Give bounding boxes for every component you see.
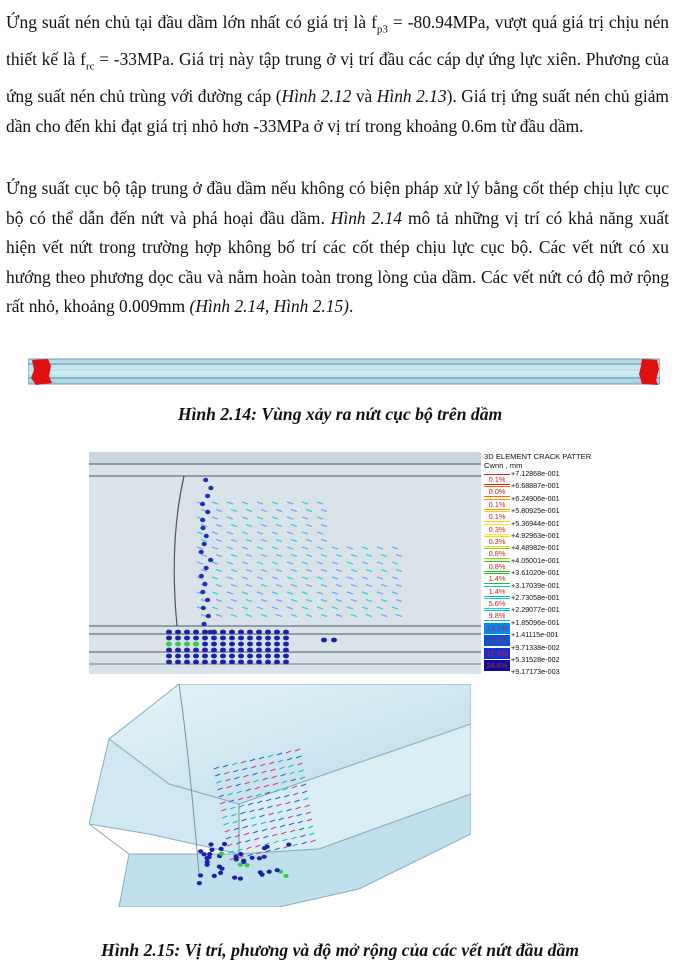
crack-mark [202, 660, 208, 665]
crack-mark-3d [198, 873, 203, 877]
crack-mark [274, 660, 280, 665]
legend-value: +1.85096e-001 [511, 617, 560, 627]
crack-mark [203, 478, 208, 482]
legend-value: +5.31528e-002 [511, 655, 560, 664]
crack-mark [238, 636, 244, 641]
crack-mark [201, 622, 206, 626]
legend-value: +1.41115e-001 [511, 630, 559, 640]
crack-mark [265, 630, 271, 635]
crack-mark [202, 636, 208, 641]
legend-value: +3.61020e-001 [511, 568, 560, 578]
p2-ref-tail: (Hình 2.14, Hình 2.15) [189, 296, 349, 317]
p2-end: . [348, 296, 354, 317]
crack-legend [481, 452, 592, 677]
crack-mark-3d [250, 856, 255, 860]
crack-mark [204, 566, 209, 570]
crack-mark [265, 636, 271, 641]
p1-text-c: = -33MPa. Giá trị này tập trung ở vị trí đầu các cáp dự ứng lực xiên. Phương của ứng suất nén chủ trùng với đường cáp ( [6, 49, 669, 107]
crack-mark [274, 636, 280, 641]
crack-mark [200, 590, 205, 594]
crack-mark-3d [286, 842, 291, 846]
crack-mark [184, 660, 190, 665]
crack-mark [201, 606, 206, 610]
crack-mark [175, 654, 181, 659]
p1-ref-fig-2-12: Hình 2.12 [281, 86, 352, 107]
crack-mark [220, 648, 226, 653]
crack-mark-3d [208, 842, 213, 846]
crack-mark [256, 630, 262, 635]
crack-mark [208, 558, 213, 562]
crack-mark [220, 630, 226, 635]
legend-percent: 0.1% [484, 512, 510, 521]
crack-mark [202, 654, 208, 659]
crack-mark [229, 654, 235, 659]
p1-text-a: Ứng suất nén chủ tại đầu dầm lớn nhất có giá trị là f [6, 12, 377, 32]
figure-2-14-beam [28, 356, 660, 386]
crack-mark [256, 636, 262, 641]
crack-mark-3d [217, 865, 222, 869]
crack-mark [331, 638, 337, 643]
crack-mark-3d [241, 860, 246, 864]
crack-mark-3d [198, 849, 203, 853]
crack-mark [184, 630, 190, 635]
crack-mark-3d [283, 874, 288, 878]
crack-mark [175, 636, 181, 641]
figure-2-15-crack-pattern [89, 452, 481, 674]
crack-mark-3d [209, 848, 214, 852]
legend-percent: 1.4% [484, 587, 510, 596]
crack-mark [283, 642, 289, 647]
crack-mark [184, 648, 190, 653]
crack-mark-3d [218, 847, 223, 851]
crack-mark [211, 660, 217, 665]
figure-2-14-caption: Hình 2.14: Vùng xảy ra nứt cục bộ trên dầm [177, 404, 503, 424]
legend-percent: 0.1% [484, 500, 510, 509]
legend-percent: 17.3% [486, 648, 508, 658]
crack-mark-3d [218, 871, 223, 875]
crack-mark [166, 636, 172, 641]
crack-mark [211, 636, 217, 641]
legend-unit: Cwnn , mm [484, 461, 523, 470]
crack-mark [283, 630, 289, 635]
p2-text-b: mô tả những vị trí có khả năng xuất hiện vết nứt trong trường hợp không bố trí các cốt thép chịu lực cục bộ. Các vết nứt có xu hướng theo phương dọc cầu và nằm hoàn toàn trong lòng của dầm. Các vết nứt có độ mở rộng rất nhỏ, khoảng 0.009mm [6, 207, 669, 317]
crack-mark [166, 648, 172, 653]
crack-mark [193, 630, 199, 635]
crack-mark [166, 642, 172, 647]
crack-zone-right [639, 359, 659, 385]
legend-title: 3D ELEMENT CRACK PATTER [484, 452, 592, 461]
crack-mark [184, 636, 190, 641]
crack-mark [200, 502, 205, 506]
crack-mark [220, 660, 226, 665]
crack-mark [247, 654, 253, 659]
crack-mark-3d [197, 881, 202, 885]
paragraph-1 [6, 8, 669, 141]
crack-mark [211, 642, 217, 647]
legend-value: +2.73058e-001 [511, 593, 560, 602]
legend-value: +9.17173e-003 [511, 667, 560, 677]
crack-mark [229, 642, 235, 647]
crack-mark [256, 660, 262, 665]
crack-mark [175, 630, 181, 635]
p1-ref-fig-2-13: Hình 2.13 [376, 86, 447, 107]
crack-mark-3d [265, 845, 270, 849]
crack-mark [202, 648, 208, 653]
crack-mark-3d [275, 868, 280, 872]
crack-mark [256, 642, 262, 647]
crack-mark-3d [222, 842, 227, 846]
crack-mark [274, 648, 280, 653]
p1-sub-rc: rc [85, 60, 95, 73]
legend-value: +5.80925e-001 [511, 506, 560, 516]
p1-and: và [351, 86, 377, 107]
legend-value: +4.48982e-001 [511, 543, 560, 553]
crack-mark [193, 654, 199, 659]
crack-mark [283, 636, 289, 641]
crack-mark [247, 636, 253, 641]
crack-mark [274, 654, 280, 659]
crack-mark [274, 642, 280, 647]
crack-mark [166, 654, 172, 659]
p2-ref-fig-2-14: Hình 2.14 [330, 207, 402, 228]
crack-mark-3d [238, 877, 243, 881]
crack-mark [265, 648, 271, 653]
legend-value: +6.68887e-001 [511, 481, 560, 491]
beam-body [28, 359, 660, 384]
crack-mark-3d [234, 857, 239, 861]
crack-mark [211, 654, 217, 659]
crack-mark [202, 642, 208, 647]
crack-mark [238, 660, 244, 665]
crack-mark [204, 534, 209, 538]
crack-mark-3d [232, 876, 237, 880]
crack-mark [193, 636, 199, 641]
crack-mark-3d [259, 873, 264, 877]
crack-mark-3d [257, 856, 262, 860]
crack-mark [256, 648, 262, 653]
crack-mark [211, 630, 217, 635]
crack-mark-3d [262, 855, 267, 859]
legend-percent: 0.0% [484, 487, 510, 496]
crack-mark [166, 660, 172, 665]
crack-mark [229, 660, 235, 665]
crack-mark [200, 526, 205, 530]
crack-mark [265, 654, 271, 659]
figure-2-15-3d-view [89, 684, 471, 907]
crack-zone-left [31, 359, 52, 385]
crack-mark [220, 654, 226, 659]
crack-mark [238, 642, 244, 647]
crack-mark [247, 660, 253, 665]
crack-mark [202, 542, 207, 546]
crack-mark [175, 642, 181, 647]
crack-mark-3d [207, 852, 212, 856]
crack-mark [166, 630, 172, 635]
crack-mark [274, 630, 280, 635]
crack-mark-3d [244, 863, 249, 867]
crack-mark [238, 654, 244, 659]
legend-value: +6.24906e-001 [511, 493, 560, 503]
crack-mark [238, 630, 244, 635]
legend-value: +5.36944e-001 [511, 518, 560, 528]
crack-mark [247, 642, 253, 647]
p1-sub-p3: p3 [376, 23, 388, 36]
p1-text-b: = -80.94MPa, vượt quá giá trị chịu nén thiết kế là f [6, 12, 669, 70]
crack-mark-3d [219, 852, 224, 856]
crack-mark-3d [212, 874, 217, 878]
crack-mark [220, 636, 226, 641]
legend-percent: 0.8% [484, 549, 510, 558]
crack-mark [184, 654, 190, 659]
crack-mark [202, 630, 208, 635]
legend-value: +7.12868e-001 [511, 469, 560, 478]
crack-mark [220, 642, 226, 647]
crack-mark [199, 550, 204, 554]
crack-mark-3d [238, 852, 243, 856]
crack-mark [265, 642, 271, 647]
legend-percent: 0.1% [484, 475, 510, 484]
crack-mark [229, 630, 235, 635]
crack-mark [175, 648, 181, 653]
crack-mark [238, 648, 244, 653]
legend-percent: 14.7% [486, 623, 508, 633]
crack-mark [229, 636, 235, 641]
crack-mark [283, 654, 289, 659]
crack-mark [193, 642, 199, 647]
crack-mark [247, 648, 253, 653]
crack-mark [283, 660, 289, 665]
crack-mark [229, 648, 235, 653]
crack-mark [175, 660, 181, 665]
crack-mark [184, 642, 190, 647]
legend-percent: 9.8% [484, 611, 510, 620]
crack-mark [321, 638, 327, 643]
legend-percent: 1.4% [484, 574, 510, 583]
legend-percent: 34.6% [486, 661, 508, 670]
legend-percent: 5.6% [484, 599, 510, 608]
crack-mark [283, 648, 289, 653]
p2-text-a: Ứng suất cục bộ tập trung ở đầu dầm nếu không có biện pháp xử lý bằng cốt thép chịu lực cục bộ có thể dẫn đến nứt và phá hoại đầu dầm. [6, 178, 669, 228]
crack-mark [208, 486, 213, 490]
crack-mark [202, 582, 207, 586]
legend-value: +4.05001e-001 [511, 555, 560, 565]
legend-value: +2.29077e-001 [511, 605, 560, 615]
crack-mark [200, 518, 205, 522]
legend-percent: 0.8% [484, 562, 510, 571]
p1-tail: ). Giá trị ứng suất nén chủ giảm dần cho đến khi đạt giá trị nhỏ hơn -33MPa ở vị trí trong khoảng 0.6m từ đầu dầm. [6, 86, 669, 136]
crack-mark [205, 598, 210, 602]
crack-mark [206, 614, 211, 618]
crack-mark [247, 630, 253, 635]
crack-mark [193, 648, 199, 653]
crack-mark [205, 494, 210, 498]
crack-mark [199, 574, 204, 578]
crack-mark [265, 660, 271, 665]
crack-mark [256, 654, 262, 659]
legend-percent: 12.5% [486, 636, 508, 646]
legend-value: +4.92963e-001 [511, 531, 560, 540]
legend-value: +9.71338e-002 [511, 642, 560, 652]
legend-percent: 0.3% [484, 525, 510, 534]
legend-percent: 0.3% [484, 537, 510, 546]
figure-2-15-caption: Hình 2.15: Vị trí, phương và độ mở rộng của các vết nứt đầu dầm [101, 940, 579, 960]
legend-value: +3.17039e-001 [511, 580, 560, 590]
crack-mark [211, 648, 217, 653]
paragraph-2 [6, 174, 669, 322]
crack-mark [205, 510, 210, 514]
crack-mark-3d [205, 863, 210, 867]
crack-mark [193, 660, 199, 665]
crack-mark-3d [267, 870, 272, 874]
